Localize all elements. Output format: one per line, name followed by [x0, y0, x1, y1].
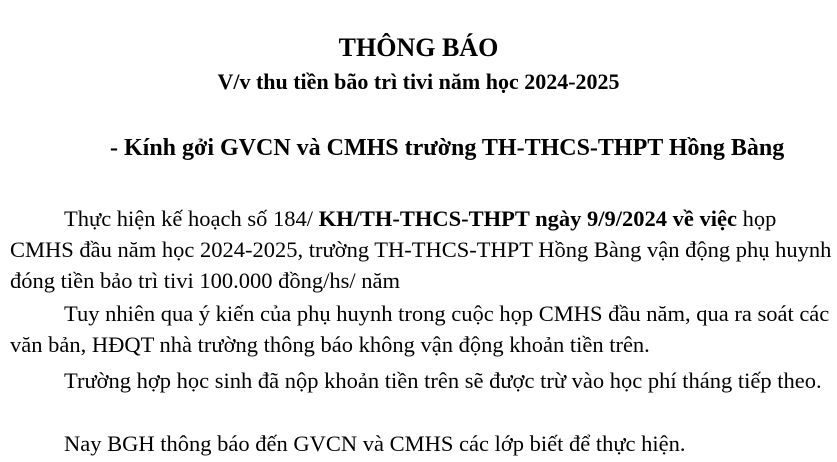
notice-subtitle: V/v thu tiền bão trì tivi năm học 2024-2025: [217, 69, 620, 94]
paragraph-closing: Nay BGH thông báo đến GVCN và CMHS các lớp biết để thực hiện.: [64, 431, 686, 456]
recipient-line: - Kính gởi GVCN và CMHS trường TH-THCS-THPT Hồng Bàng: [110, 135, 785, 161]
paragraph1-bold-reference: KH/TH-THCS-THPT ngày 9/9/2024 về việc: [318, 206, 737, 231]
paragraph1-text-end: họp CMHS đầu năm học 2024-2025, trường TH-THCS-THPT Hồng Bàng vận động phụ huynh đóng tiền bảo trì tivi 100.000 đồng/hs/ năm: [10, 206, 832, 293]
paragraph-refund: Trường hợp học sinh đã nộp khoản tiền trên sẽ được trừ vào học phí tháng tiếp theo.: [64, 368, 822, 393]
paragraph1-text-start: Thực hiện kế hoạch số 184/: [64, 206, 319, 231]
paragraph-plan-reference: [10, 203, 836, 296]
notice-title: THÔNG BÁO: [338, 33, 499, 62]
paragraph-parent-feedback: Tuy nhiên qua ý kiến của phụ huynh trong cuộc họp CMHS đầu năm, qua ra soát các văn bản, HĐQT nhà trường thông báo không vận động khoản tiền trên.: [10, 301, 830, 357]
